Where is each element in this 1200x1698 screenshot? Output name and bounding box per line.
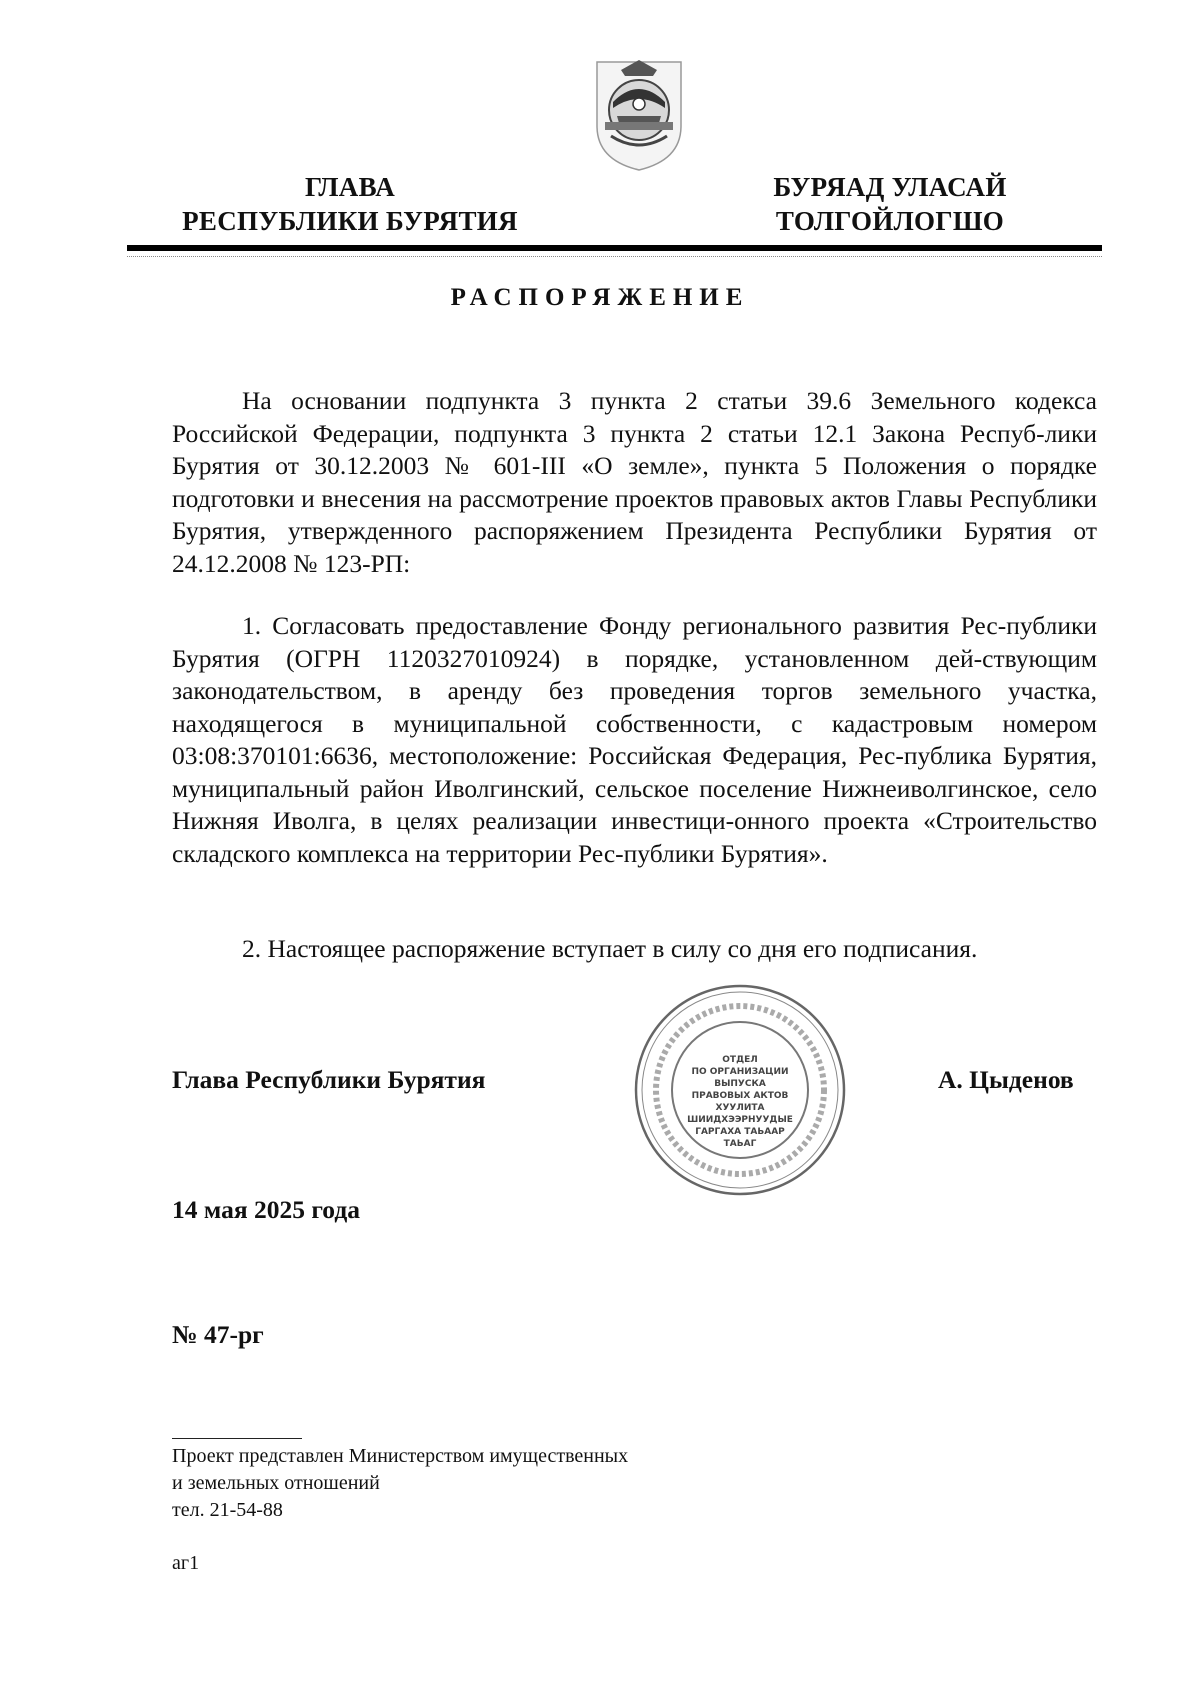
executor-code: аг1 [172, 1552, 200, 1574]
header-divider-thin [127, 256, 1102, 258]
header-left [150, 170, 550, 238]
signatory-position: Глава Республики Бурятия [172, 1065, 486, 1094]
document-number: № 47-рг [172, 1320, 264, 1349]
footnote-divider [172, 1438, 302, 1439]
stamp-line5: ХУУЛИТА [715, 1103, 765, 1113]
paragraph-preamble: На основании подпункта 3 пункта 2 статьи 39.6 Земельного кодекса Российской Федерации, подпункта 3 пункта 2 статьи 12.1 Закона Респуб-лики Бурятия от 30.12.2003 № 601-III «О земле», пункта 5 Положения о порядке подготовки и внесения на рассмотрение проектов правовых актов Главы Республики Бурятия, утвержденного распоряжением Президента Республики Бурятия от 24.12.2008 № 123-РП: [172, 386, 1097, 578]
footnote-line2: и земельных отношений [172, 1472, 380, 1494]
stamp-line6: ШИИДХЭЭРНУУДЫЕ [687, 1115, 793, 1125]
stamp-line7: ГАРГАХА ТАЬААР [695, 1127, 785, 1137]
header-right-line2: ТОЛГОЙЛОГШО [775, 206, 1005, 236]
footnote-line1: Проект представлен Министерством имущественных [172, 1445, 629, 1467]
header-right [730, 170, 1050, 238]
stamp-line1: ОТДЕЛ [722, 1055, 758, 1065]
footnote-phone: тел. 21-54-88 [172, 1499, 283, 1521]
header-right-line1: БУРЯАД УЛАСАЙ [773, 172, 1007, 202]
stamp-line8: ТАЬАГ [723, 1139, 757, 1149]
stamp-line2: ПО ОРГАНИЗАЦИИ [691, 1067, 789, 1077]
document-title: РАСПОРЯЖЕНИЕ [450, 284, 750, 311]
header-divider [127, 245, 1102, 251]
stamp-line4: ПРАВОВЫХ АКТОВ [691, 1091, 789, 1101]
document-date: 14 мая 2025 года [172, 1195, 360, 1224]
signatory-name: А. Цыденов [938, 1065, 1074, 1094]
stamp-line3: ВЫПУСКА [714, 1079, 766, 1089]
footnote [172, 1443, 628, 1524]
header-left-line1: ГЛАВА [304, 172, 396, 202]
coat-of-arms-icon [591, 56, 687, 174]
header-left-line2: РЕСПУБЛИКИ БУРЯТИЯ [182, 206, 518, 236]
paragraph-item-1: 1. Согласовать предоставление Фонду регионального развития Рес-публики Бурятия (ОГРН 1120327010924) в порядке, установленном дей-ствующим законодательством, в аренду без проведения торгов земельного участка, находящегося в муниципальной собственности, с кадастровым номером 03:08:370101:6636, местоположение: Российская Федерация, Рес-публика Бурятия, муниципальный район Иволгинский, сельское поселение Нижнеиволгинское, село Нижняя Иволга, в целях реализации инвестици-онного проекта «Строительство складского комплекса на территории Рес-публики Бурятия». [172, 611, 1097, 868]
paragraph-item-2: 2. Настоящее распоряжение вступает в силу со дня его подписания. [242, 934, 978, 963]
official-stamp [625, 980, 855, 1200]
